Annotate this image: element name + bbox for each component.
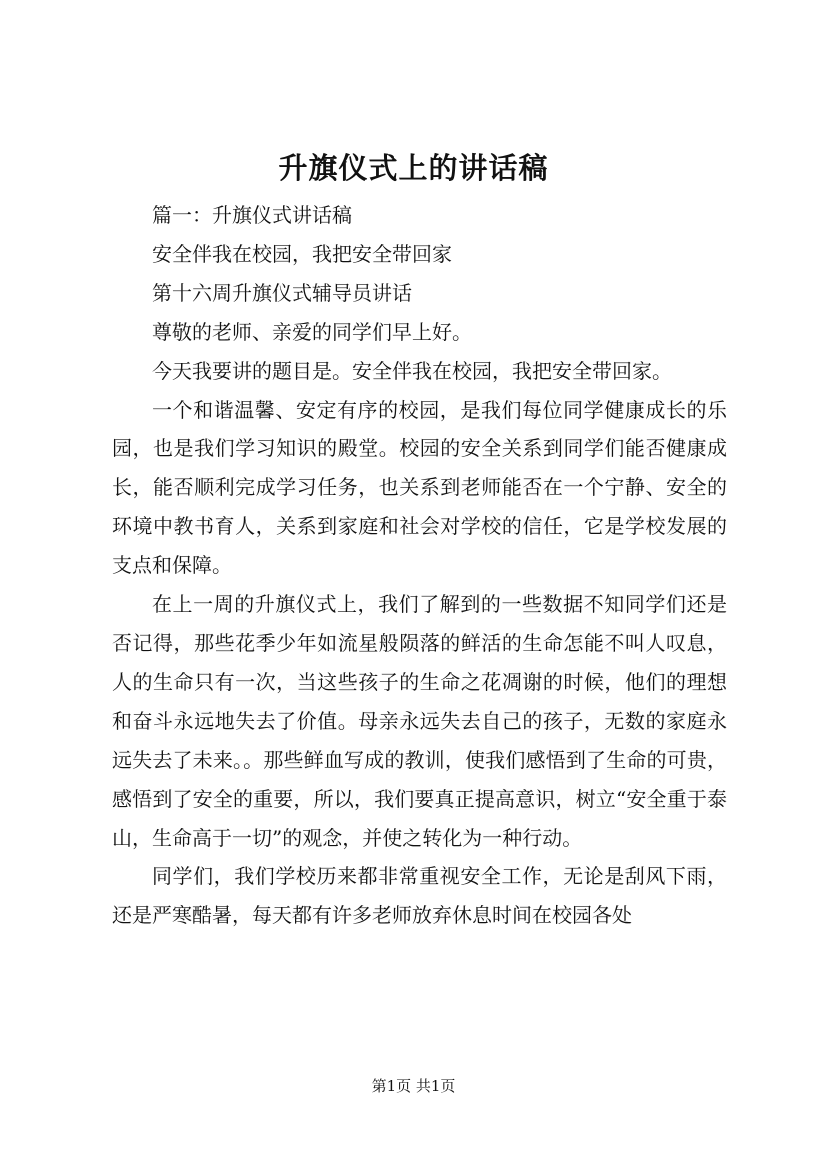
- paragraph-topic: 今天我要讲的题目是。安全伴我在校园，我把安全带回家。: [152, 358, 672, 383]
- paragraph-speech-occasion: 第十六周升旗仪式辅导员讲话: [152, 280, 412, 305]
- paragraph-school-efforts: 同学们，我们学校历来都非常重视安全工作，无论是刮风下雨，还是严寒酷暑，每天都有许多老师放弃休息时间在校园各处: [112, 864, 727, 928]
- document-body: [112, 196, 727, 935]
- document-title: 升旗仪式上的讲话稿: [278, 151, 549, 185]
- paragraph-speech-title: 安全伴我在校园，我把安全带回家: [152, 241, 452, 266]
- paragraph-lessons: 在上一周的升旗仪式上，我们了解到的一些数据不知同学们还是否记得，那些花季少年如流星般陨落的鲜活的生命怎能不叫人叹息，人的生命只有一次，当这些孩子的生命之花凋谢的时候，他们的理想和奋斗永远地失去了价值。母亲永远失去自己的孩子，无数的家庭永远失去了未来。。那些鲜血写成的教训，使我们感悟到了生命的可贵，感悟到了安全的重要，所以，我们要真正提高意识，树立“安全重于泰山，生命高于一切”的观念，并使之转化为一种行动。: [112, 592, 727, 850]
- paragraph-section-heading: 篇一：升旗仪式讲话稿: [152, 203, 352, 227]
- paragraph-greeting: 尊敬的老师、亲爱的同学们早上好。: [152, 319, 472, 344]
- page-footer: 第1页 共1页: [371, 1077, 456, 1095]
- paragraph-campus-safety: 一个和谐温馨、安定有序的校园，是我们每位同学健康成长的乐园，也是我们学习知识的殿堂。校园的安全关系到同学们能否健康成长，能否顺利完成学习任务，也关系到老师能否在一个宁静、安全的环境中教书育人，关系到家庭和社会对学校的信任，它是学校发展的支点和保障。: [112, 397, 727, 578]
